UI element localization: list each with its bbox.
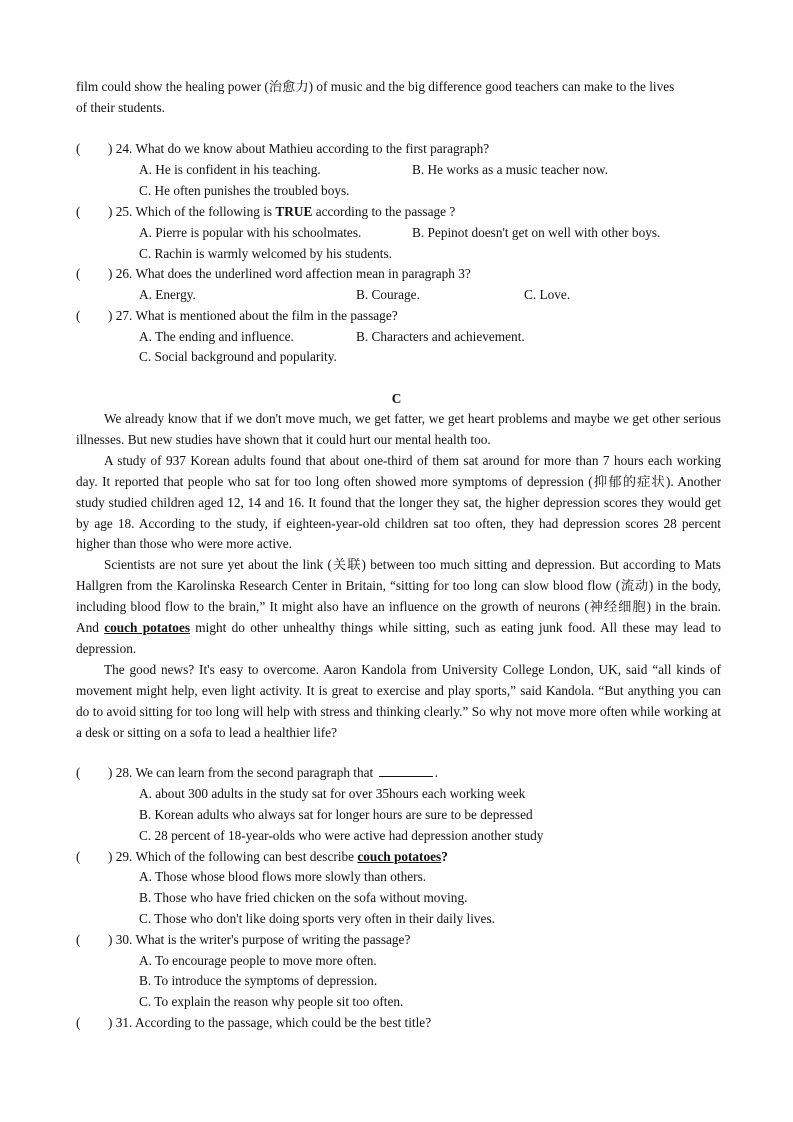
- section-heading: C: [391, 391, 402, 406]
- q28-option-c: C. 28 percent of 18-year-olds who were active had depression another study: [139, 828, 544, 843]
- question-text: ) 31. According to the passage, which could be the best title?: [108, 1015, 432, 1030]
- q24-option-b: B. He works as a music teacher now.: [412, 162, 608, 177]
- question-28: [76, 762, 438, 783]
- q25-option-a: A. Pierre is popular with his schoolmates.: [139, 225, 362, 240]
- question-26: [76, 263, 471, 284]
- question-27: [76, 305, 398, 326]
- q28-option-b: B. Korean adults who always sat for longer hours are sure to be depressed: [139, 807, 533, 822]
- question-end: .: [434, 765, 438, 780]
- question-text: ) 30. What is the writer's purpose of writing the passage?: [108, 932, 411, 947]
- q30-option-b: B. To introduce the symptoms of depression.: [139, 973, 378, 988]
- q26-option-b: B. Courage.: [356, 287, 420, 302]
- question-text: ) 28. We can learn from the second paragraph that: [108, 765, 374, 780]
- underlined-term: couch potatoes: [104, 620, 191, 636]
- question-text: ) 29. Which of the following can best describe: [108, 849, 358, 864]
- question-text: ) 26. What does the underlined word affection mean in paragraph 3?: [108, 266, 471, 281]
- answer-paren[interactable]: (: [76, 266, 81, 281]
- answer-paren[interactable]: (: [76, 849, 81, 864]
- q28-option-a: A. about 300 adults in the study sat for over 35hours each working week: [139, 786, 526, 801]
- question-text-post: according to the passage ?: [312, 204, 456, 219]
- passage-paragraph-4: The good news? It's easy to overcome. Aaron Kandola from University College London, UK, said “all kinds of movement might help, even light activity. It is great to exercise and play sports,” said Kandola. “But anything you can do to avoid sitting for too long will help with stress and thinking clearly.” So why not move more often while working at a desk or sitting on a sofa to lead a healthier life?: [76, 661, 721, 740]
- paragraph-3-text-pre: Scientists are not sure yet about the link (关联) between too much sitting and depression. But according to Mats Hallgren from the Karolinska Research Center in Britain, “sitting for too long can slow blood flow (流动) in the body, including blood flow to the brain,” It might also have an influence on the growth of neurons (神经细胞) in the brain. And: [76, 557, 721, 636]
- question-text: ) 24. What do we know about Mathieu according to the first paragraph?: [108, 141, 490, 156]
- passage-paragraph-3: [76, 555, 721, 660]
- q25-option-b: B. Pepinot doesn't get on well with other boys.: [412, 225, 661, 240]
- answer-paren[interactable]: (: [76, 308, 81, 323]
- q29-option-b: B. Those who have fried chicken on the sofa without moving.: [139, 890, 468, 905]
- question-text: ) 27. What is mentioned about the film in the passage?: [108, 308, 398, 323]
- question-29: [76, 846, 448, 867]
- q27-option-c: C. Social background and popularity.: [139, 349, 337, 364]
- passage-paragraph-1: We already know that if we don't move much, we get fatter, we get heart problems and maybe we get other serious illnesses. But new studies have shown that it could hurt our mental health too.: [76, 411, 721, 447]
- answer-paren[interactable]: (: [76, 141, 81, 156]
- answer-paren[interactable]: (: [76, 1015, 81, 1030]
- q29-option-a: A. Those whose blood flows more slowly than others.: [139, 869, 427, 884]
- q24-option-a: A. He is confident in his teaching.: [139, 162, 321, 177]
- answer-paren[interactable]: (: [76, 932, 81, 947]
- question-24: [76, 138, 489, 159]
- underlined-term: couch potatoes: [357, 849, 442, 864]
- question-30: [76, 929, 410, 950]
- passage-paragraph-2: A study of 937 Korean adults found that about one-third of them sat around for more than 7 hours each working day. It reported that people who sat for too long often showed more symptoms of depression (抑郁的症状). Another study studied children aged 12, 14 and 16. It found that the longer they sat, the higher depression scores they would get by age 18. According to the study, if eighteen-year-old children sat too often, they had depression scores 28 percent higher than those who were more active.: [76, 452, 721, 552]
- q27-option-b: B. Characters and achievement.: [356, 329, 525, 344]
- question-31: [76, 1012, 431, 1033]
- q29-option-c: C. Those who don't like doing sports very often in their daily lives.: [139, 911, 495, 926]
- q27-option-a: A. The ending and influence.: [139, 329, 294, 344]
- q24-option-c: C. He often punishes the troubled boys.: [139, 183, 350, 198]
- question-25: [76, 201, 455, 222]
- q30-option-c: C. To explain the reason why people sit too often.: [139, 994, 404, 1009]
- fill-in-blank[interactable]: [379, 764, 433, 777]
- paragraph-3-text-post: might do other unhealthy things while sitting, such as eating junk food. All these may lead to depression.: [76, 620, 721, 656]
- answer-paren[interactable]: (: [76, 765, 81, 780]
- answer-paren[interactable]: (: [76, 204, 81, 219]
- q25-option-c: C. Rachin is warmly welcomed by his students.: [139, 246, 392, 261]
- question-end: ?: [441, 849, 448, 864]
- q26-option-a: A. Energy.: [139, 287, 196, 302]
- question-text-pre: ) 25. Which of the following is: [108, 204, 276, 219]
- q30-option-a: A. To encourage people to move more often.: [139, 953, 377, 968]
- q26-option-c: C. Love.: [524, 287, 571, 302]
- intro-line-1: film could show the healing power (治愈力) of music and the big difference good teachers can make to the lives: [76, 79, 675, 94]
- question-text-bold: TRUE: [275, 204, 313, 219]
- intro-line-2: of their students.: [76, 100, 166, 115]
- passage-c: [76, 409, 721, 744]
